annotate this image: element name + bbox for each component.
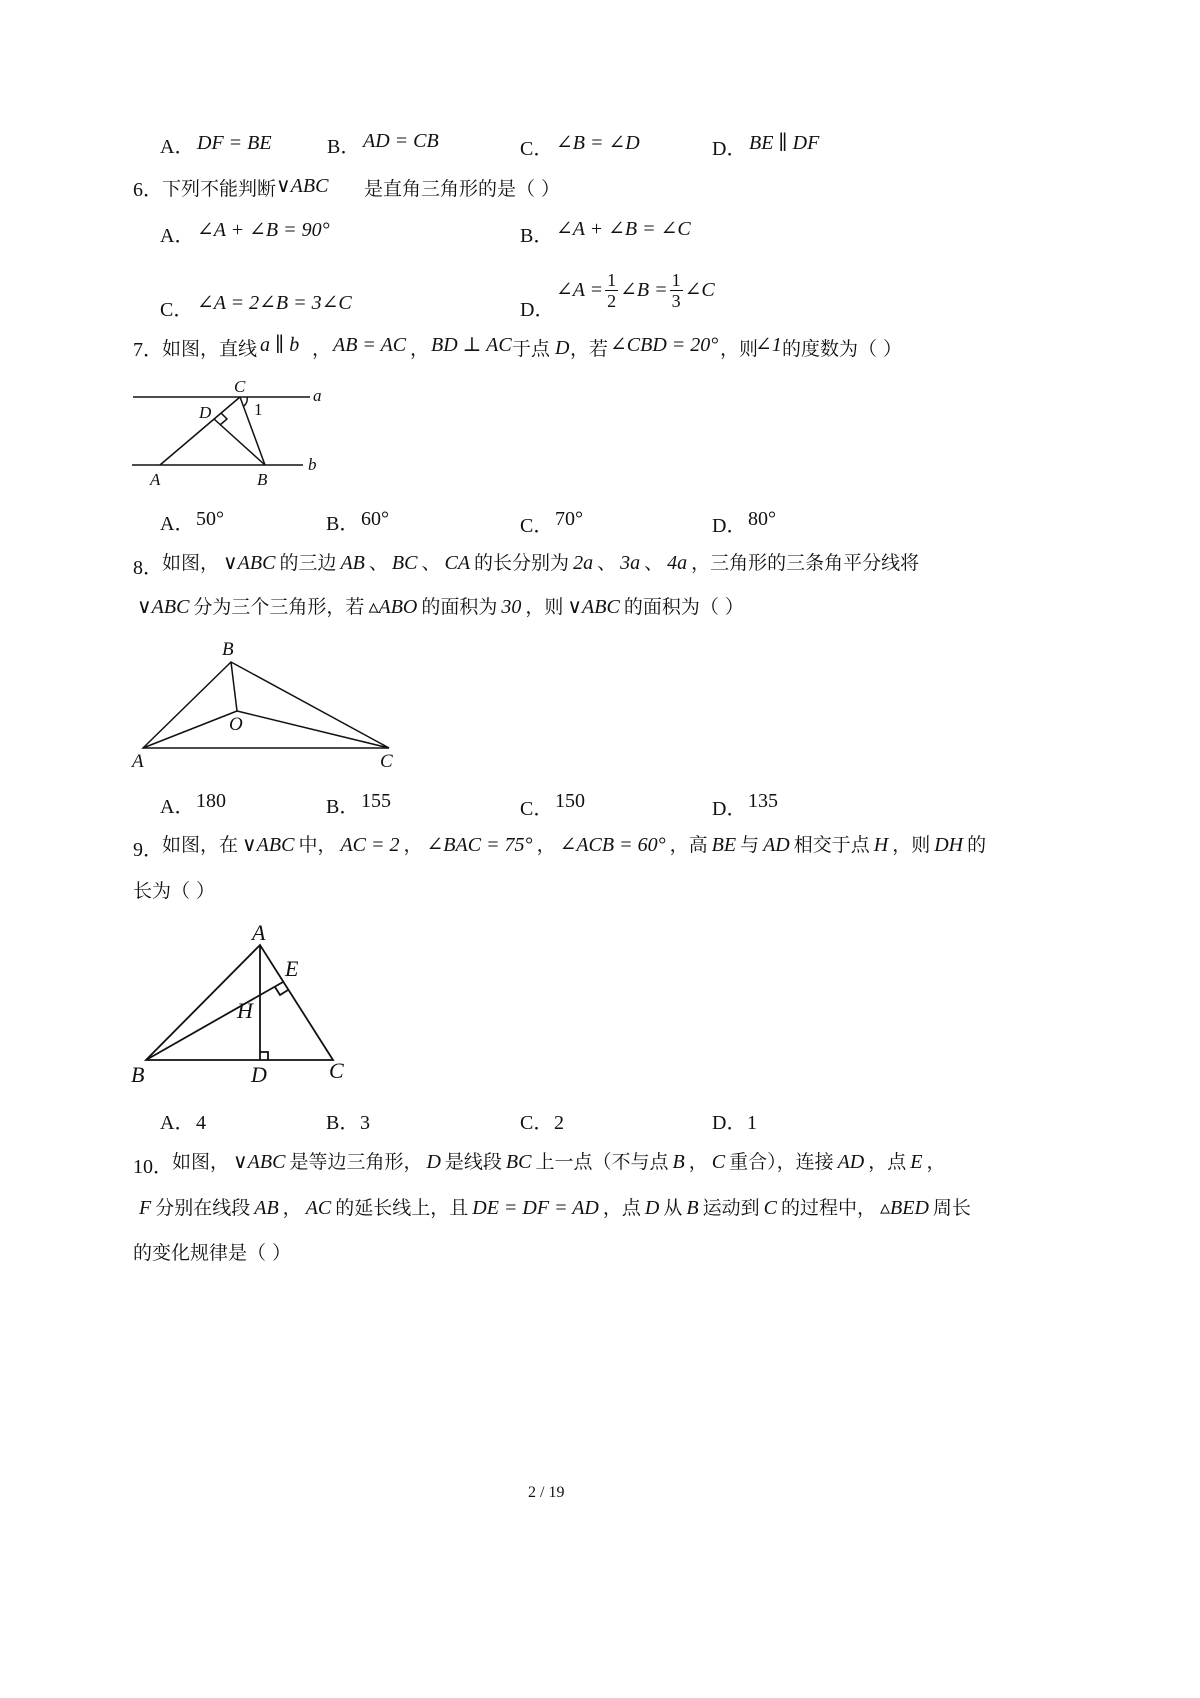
q9-label-c: C bbox=[329, 1058, 344, 1083]
q8-l1-text-2: 的三边 bbox=[279, 552, 337, 574]
q8-option-b-expr: 155 bbox=[361, 790, 391, 812]
q8-l2-math-6: ∨ABC bbox=[567, 596, 620, 618]
q9-label-h: H bbox=[237, 998, 253, 1023]
q6-option-b-label: B． bbox=[520, 225, 554, 247]
q7-label-a-point: A bbox=[150, 470, 161, 489]
q7-number: 7． bbox=[133, 339, 163, 361]
q9-label-d: D bbox=[251, 1062, 267, 1087]
q9-l1-math-11: AD bbox=[763, 834, 790, 856]
q7-label-c: C bbox=[234, 377, 246, 396]
q9-label-a: A bbox=[252, 920, 266, 945]
q10-l1-text-0: 如图， bbox=[172, 1151, 230, 1173]
q6-d-f1-den: 2 bbox=[607, 290, 617, 311]
q10-l2-text-1: 分别在线段 bbox=[155, 1197, 251, 1219]
q9-option-d-label: D． bbox=[712, 1112, 747, 1134]
q9-l1-text-14: ，则 bbox=[892, 834, 931, 856]
q6-option-d-label: D． bbox=[520, 299, 555, 321]
q8-l1-math-9: 2a bbox=[573, 552, 594, 574]
q10-l1-math-13: E bbox=[910, 1151, 923, 1173]
q7-option-b-label: B． bbox=[326, 513, 360, 535]
q10-l1-text-14: ， bbox=[926, 1151, 946, 1173]
q8-l2-text-5: ，则 bbox=[525, 596, 564, 618]
q9-option-c-expr: 2 bbox=[554, 1112, 564, 1134]
q10-l1-text-6: 上一点（不与点 bbox=[535, 1151, 669, 1173]
q6-d-part-b: ∠B = bbox=[620, 279, 668, 301]
q10-l2-text-5: 的延长线上，且 bbox=[335, 1197, 469, 1219]
q10-l2-math-12: C bbox=[763, 1197, 777, 1219]
q7-option-d-label: D． bbox=[712, 515, 747, 537]
q8-l1-math-11: 3a bbox=[620, 552, 641, 574]
q7-math-1: a ∥ b bbox=[260, 334, 300, 356]
q7-text-3: ， bbox=[410, 338, 430, 360]
q6-option-a-expr: ∠A + ∠B = 90° bbox=[197, 219, 330, 241]
q10-l2-math-14: ▵BED bbox=[879, 1197, 929, 1219]
q5-option-d-label: D． bbox=[712, 138, 747, 160]
q7-label-b-line: b bbox=[308, 455, 317, 474]
q9-altitude-be bbox=[146, 982, 283, 1060]
q7-text-7: 的度数为（ ） bbox=[782, 338, 903, 360]
q10-l2-math-0: F bbox=[139, 1197, 152, 1219]
q8-l2-math-0: ∨ABC bbox=[137, 596, 190, 618]
q8-l1-text-14: ，三角形的三条角平分线将 bbox=[691, 552, 920, 574]
q9-l1-math-13: H bbox=[873, 834, 889, 856]
q9-l1-text-8: ，高 bbox=[669, 834, 708, 856]
q9-l1-math-3: AC = 2 bbox=[340, 834, 400, 856]
q9-l1-math-5: ∠BAC = 75° bbox=[426, 834, 533, 856]
q9-option-b-label: B． bbox=[326, 1112, 360, 1134]
q9-number: 9． bbox=[133, 839, 163, 861]
q8-label-a: A bbox=[132, 751, 144, 772]
q7-label-b-point: B bbox=[257, 470, 268, 489]
q7-label-d: D bbox=[199, 403, 212, 422]
q10-l1-text-2: 是等边三角形， bbox=[289, 1151, 423, 1173]
q10-line-2 bbox=[135, 1198, 971, 1224]
q10-line-3: 的变化规律是（ ） bbox=[133, 1242, 292, 1264]
q9-l1-math-1: ∨ABC bbox=[242, 834, 295, 856]
q7-option-a-label: A． bbox=[160, 513, 195, 535]
q5-option-c-label: C． bbox=[520, 138, 554, 160]
q9-option-c-label: C． bbox=[520, 1112, 554, 1134]
q9-option-a-expr: 4 bbox=[196, 1112, 206, 1134]
q9-l1-text-2: 中， bbox=[298, 834, 337, 856]
page-number: 2 / 19 bbox=[528, 1484, 565, 1501]
q7-math-6: ∠1 bbox=[755, 334, 782, 356]
q8-option-a-label: A． bbox=[160, 796, 195, 818]
q6-stem-b: 是直角三角形的是（ ） bbox=[364, 178, 561, 200]
q6-option-c-expr: ∠A = 2∠B = 3∠C bbox=[197, 292, 352, 314]
q10-l2-text-13: 的过程中， bbox=[780, 1197, 876, 1219]
q7-math-3: BD ⊥ AC bbox=[431, 334, 512, 356]
q10-l2-math-6: DE = DF = AD bbox=[472, 1197, 599, 1219]
q10-l1-text-4: 是线段 bbox=[444, 1151, 502, 1173]
q10-l1-text-12: ，点 bbox=[868, 1151, 907, 1173]
q10-l1-math-7: B bbox=[672, 1151, 685, 1173]
q9-l1-text-0: 如图，在 bbox=[162, 834, 239, 856]
q5-option-a-expr: DF = BE bbox=[197, 132, 272, 154]
q9-l1-text-12: 相交于点 bbox=[793, 834, 870, 856]
q10-l2-math-8: D bbox=[644, 1197, 660, 1219]
q8-label-c: C bbox=[380, 751, 393, 772]
q10-l2-text-9: 从 bbox=[663, 1197, 683, 1219]
q7-label-1: 1 bbox=[254, 400, 263, 419]
q6-stem-a: 下列不能判断 bbox=[162, 178, 277, 200]
q8-l1-math-7: CA bbox=[444, 552, 471, 574]
q10-l2-math-10: B bbox=[686, 1197, 699, 1219]
q5-option-b-label: B． bbox=[327, 136, 361, 158]
q7-text-6: ，则 bbox=[720, 338, 759, 360]
q7-option-c-label: C． bbox=[520, 515, 554, 537]
q6-d-f2-num: 1 bbox=[671, 269, 681, 290]
q8-label-o: O bbox=[229, 714, 243, 735]
q10-l1-math-1: ∨ABC bbox=[233, 1151, 286, 1173]
q8-l2-math-4: 30 bbox=[501, 596, 522, 618]
q7-option-b-expr: 60° bbox=[361, 508, 389, 530]
q9-label-b: B bbox=[131, 1062, 145, 1087]
q8-l2-text-1: 分为三个三角形，若 bbox=[193, 596, 365, 618]
q10-l1-math-5: BC bbox=[505, 1151, 532, 1173]
q8-l1-text-0: 如图， bbox=[162, 552, 220, 574]
q6-d-f2-den: 3 bbox=[671, 290, 681, 311]
q10-l1-text-10: 重合），连接 bbox=[729, 1151, 834, 1173]
q10-l1-math-11: AD bbox=[837, 1151, 865, 1173]
q9-option-b-expr: 3 bbox=[360, 1112, 370, 1134]
q8-l1-text-10: 、 bbox=[597, 552, 617, 574]
q7-text-2: ， bbox=[312, 338, 332, 360]
q8-l1-math-13: 4a bbox=[667, 552, 688, 574]
q10-l2-text-11: 运动到 bbox=[702, 1197, 760, 1219]
q6-d-part-a: ∠A = bbox=[556, 279, 604, 301]
q8-option-d-label: D． bbox=[712, 798, 747, 820]
q7-option-c-expr: 70° bbox=[555, 508, 583, 530]
q10-line-1 bbox=[172, 1152, 946, 1178]
q8-option-b-label: B． bbox=[326, 796, 360, 818]
q8-option-d-expr: 135 bbox=[748, 790, 778, 812]
q10-l2-math-2: AB bbox=[254, 1197, 279, 1219]
q7-text-5: ，若 bbox=[570, 338, 609, 360]
q9-l1-math-7: ∠ACB = 60° bbox=[559, 834, 666, 856]
q7-text-1: 如图，直线 bbox=[162, 338, 258, 360]
q9-l1-text-6: ， bbox=[536, 834, 556, 856]
q9-l1-text-10: 与 bbox=[740, 834, 760, 856]
q7-label-a-line: a bbox=[313, 386, 322, 405]
q5-option-a-label: A． bbox=[160, 136, 195, 158]
q8-l1-math-5: BC bbox=[391, 552, 418, 574]
q7-math-5: ∠CBD = 20° bbox=[610, 334, 719, 356]
q8-l1-math-1: ∨ABC bbox=[223, 552, 276, 574]
q8-l1-text-6: 、 bbox=[421, 552, 441, 574]
q8-l1-math-3: AB bbox=[340, 552, 365, 574]
q6-option-c-label: C． bbox=[160, 299, 194, 321]
q9-l1-text-4: ， bbox=[403, 834, 423, 856]
q6-option-b-expr: ∠A + ∠B = ∠C bbox=[556, 218, 691, 240]
q9-right-angle-e bbox=[275, 987, 288, 995]
q10-l2-text-7: ，点 bbox=[602, 1197, 641, 1219]
q8-l1-text-8: 的长分别为 bbox=[474, 552, 570, 574]
q7-math-2: AB = AC bbox=[333, 334, 407, 356]
q6-d-f1-num: 1 bbox=[607, 269, 617, 290]
q9-line-2: 长为（ ） bbox=[133, 880, 216, 902]
q8-l2-math-2: ▵ABO bbox=[368, 596, 418, 618]
q9-option-a-label: A． bbox=[160, 1112, 195, 1134]
q8-l2-text-7: 的面积为（ ） bbox=[623, 596, 744, 618]
q9-l1-math-15: DH bbox=[934, 834, 964, 856]
q7-option-d-expr: 80° bbox=[748, 508, 776, 530]
q7-text-4: 于点 bbox=[512, 338, 551, 360]
q5-option-c-expr: ∠B = ∠D bbox=[556, 132, 640, 154]
q8-l1-text-12: 、 bbox=[644, 552, 664, 574]
q7-math-4: D bbox=[555, 337, 570, 359]
q10-l2-math-4: AC bbox=[305, 1197, 332, 1219]
q9-option-d-expr: 1 bbox=[747, 1112, 757, 1134]
q9-label-e: E bbox=[285, 956, 299, 981]
q8-label-b: B bbox=[222, 639, 234, 660]
q9-l1-text-16: 的 bbox=[967, 834, 987, 856]
q5-option-d-expr: BE ∥ DF bbox=[749, 132, 820, 154]
q6-option-a-label: A． bbox=[160, 225, 195, 247]
q6-d-part-c: ∠C bbox=[684, 279, 715, 301]
q10-l1-math-3: D bbox=[426, 1151, 441, 1173]
q7-option-a-expr: 50° bbox=[196, 508, 224, 530]
q10-l2-text-15: 周长 bbox=[932, 1197, 971, 1219]
q8-number: 8． bbox=[133, 557, 163, 579]
q9-right-angle-d bbox=[260, 1052, 268, 1060]
q6-number: 6． bbox=[133, 179, 163, 201]
q9-l1-math-9: BE bbox=[711, 834, 737, 856]
q5-option-b-expr: AD = CB bbox=[363, 130, 439, 152]
q10-l1-text-8: ， bbox=[688, 1151, 708, 1173]
q8-option-c-expr: 150 bbox=[555, 790, 585, 812]
q10-l2-text-3: ， bbox=[282, 1197, 302, 1219]
q10-number: 10． bbox=[133, 1156, 173, 1178]
q8-option-c-label: C． bbox=[520, 798, 554, 820]
q10-l1-math-9: C bbox=[711, 1151, 726, 1173]
q8-l1-text-4: 、 bbox=[368, 552, 388, 574]
q6-triangle: ∨ABC bbox=[276, 175, 329, 197]
q8-l2-text-3: 的面积为 bbox=[421, 596, 498, 618]
q8-option-a-expr: 180 bbox=[196, 790, 226, 812]
